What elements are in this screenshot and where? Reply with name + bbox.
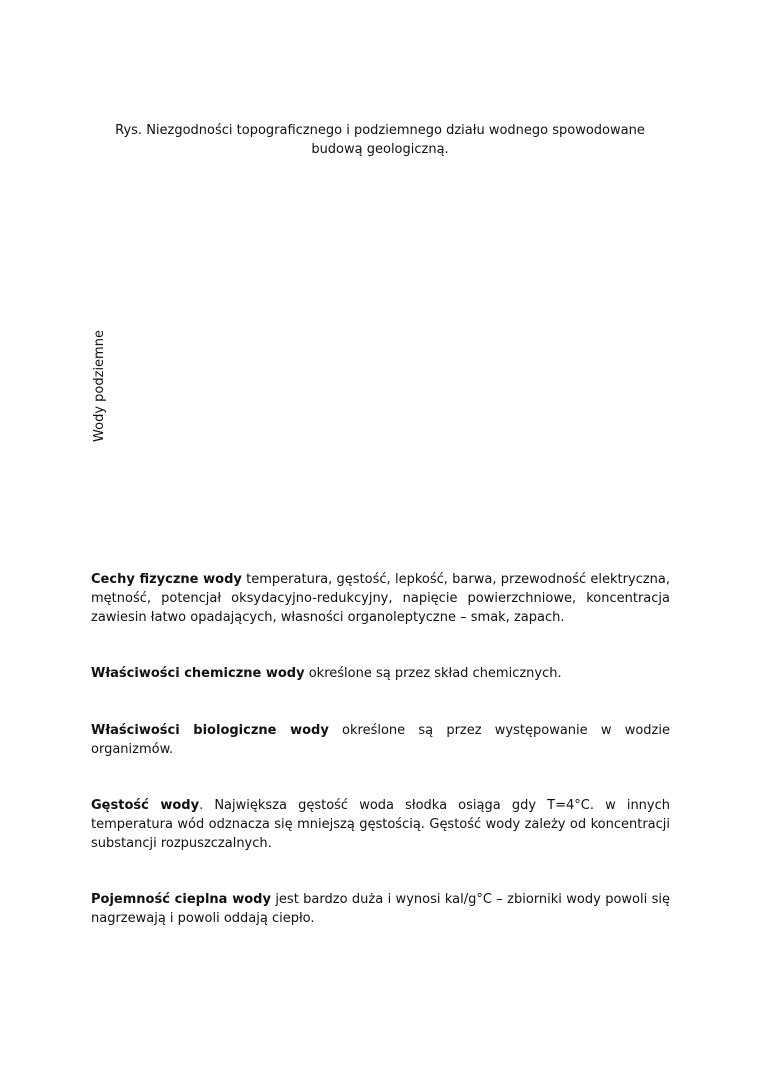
term-chemical-properties: Właściwości chemiczne wody	[91, 666, 305, 681]
text-physical-properties: temperatura, gęstość, lepkość, barwa, przewodność elektryczna, mętność, potencjał oksydacyjno-redukcyjny, napięcie powierzchniowe, koncentracja zawiesin łatwo opadających, własności organoleptyczne – smak, zapach.	[91, 572, 670, 625]
paragraph-physical-properties	[91, 570, 670, 627]
text-heat-capacity: jest bardzo duża i wynosi kal/g°C – zbiorniki wody powoli się nagrzewają i powoli oddają ciepło.	[91, 892, 670, 926]
section-side-heading: Wody podziemne	[92, 330, 107, 442]
term-biological-properties: Właściwości biologiczne wody	[91, 723, 329, 738]
term-water-density: Gęstość wody	[91, 798, 200, 813]
paragraph-heat-capacity	[91, 890, 670, 928]
paragraph-biological-properties	[91, 721, 670, 759]
term-physical-properties: Cechy fizyczne wody	[91, 572, 242, 587]
figure-caption: Rys. Niezgodności topograficznego i podziemnego działu wodnego spowodowane budową geologiczną.	[115, 123, 645, 157]
paragraph-chemical-properties	[91, 664, 670, 683]
text-water-density: . Największa gęstość woda słodka osiąga gdy T=4°C. w innych temperatura wód odznacza się mniejszą gęstością. Gęstość wody zależy od koncentracji substancji rozpuszczalnych.	[91, 798, 670, 851]
text-biological-properties: określone są przez występowanie w wodzie organizmów.	[91, 723, 670, 757]
paragraph-water-density	[91, 796, 670, 853]
text-chemical-properties: określone są przez skład chemicznych.	[304, 666, 562, 681]
term-heat-capacity: Pojemność cieplna wody	[91, 892, 271, 907]
